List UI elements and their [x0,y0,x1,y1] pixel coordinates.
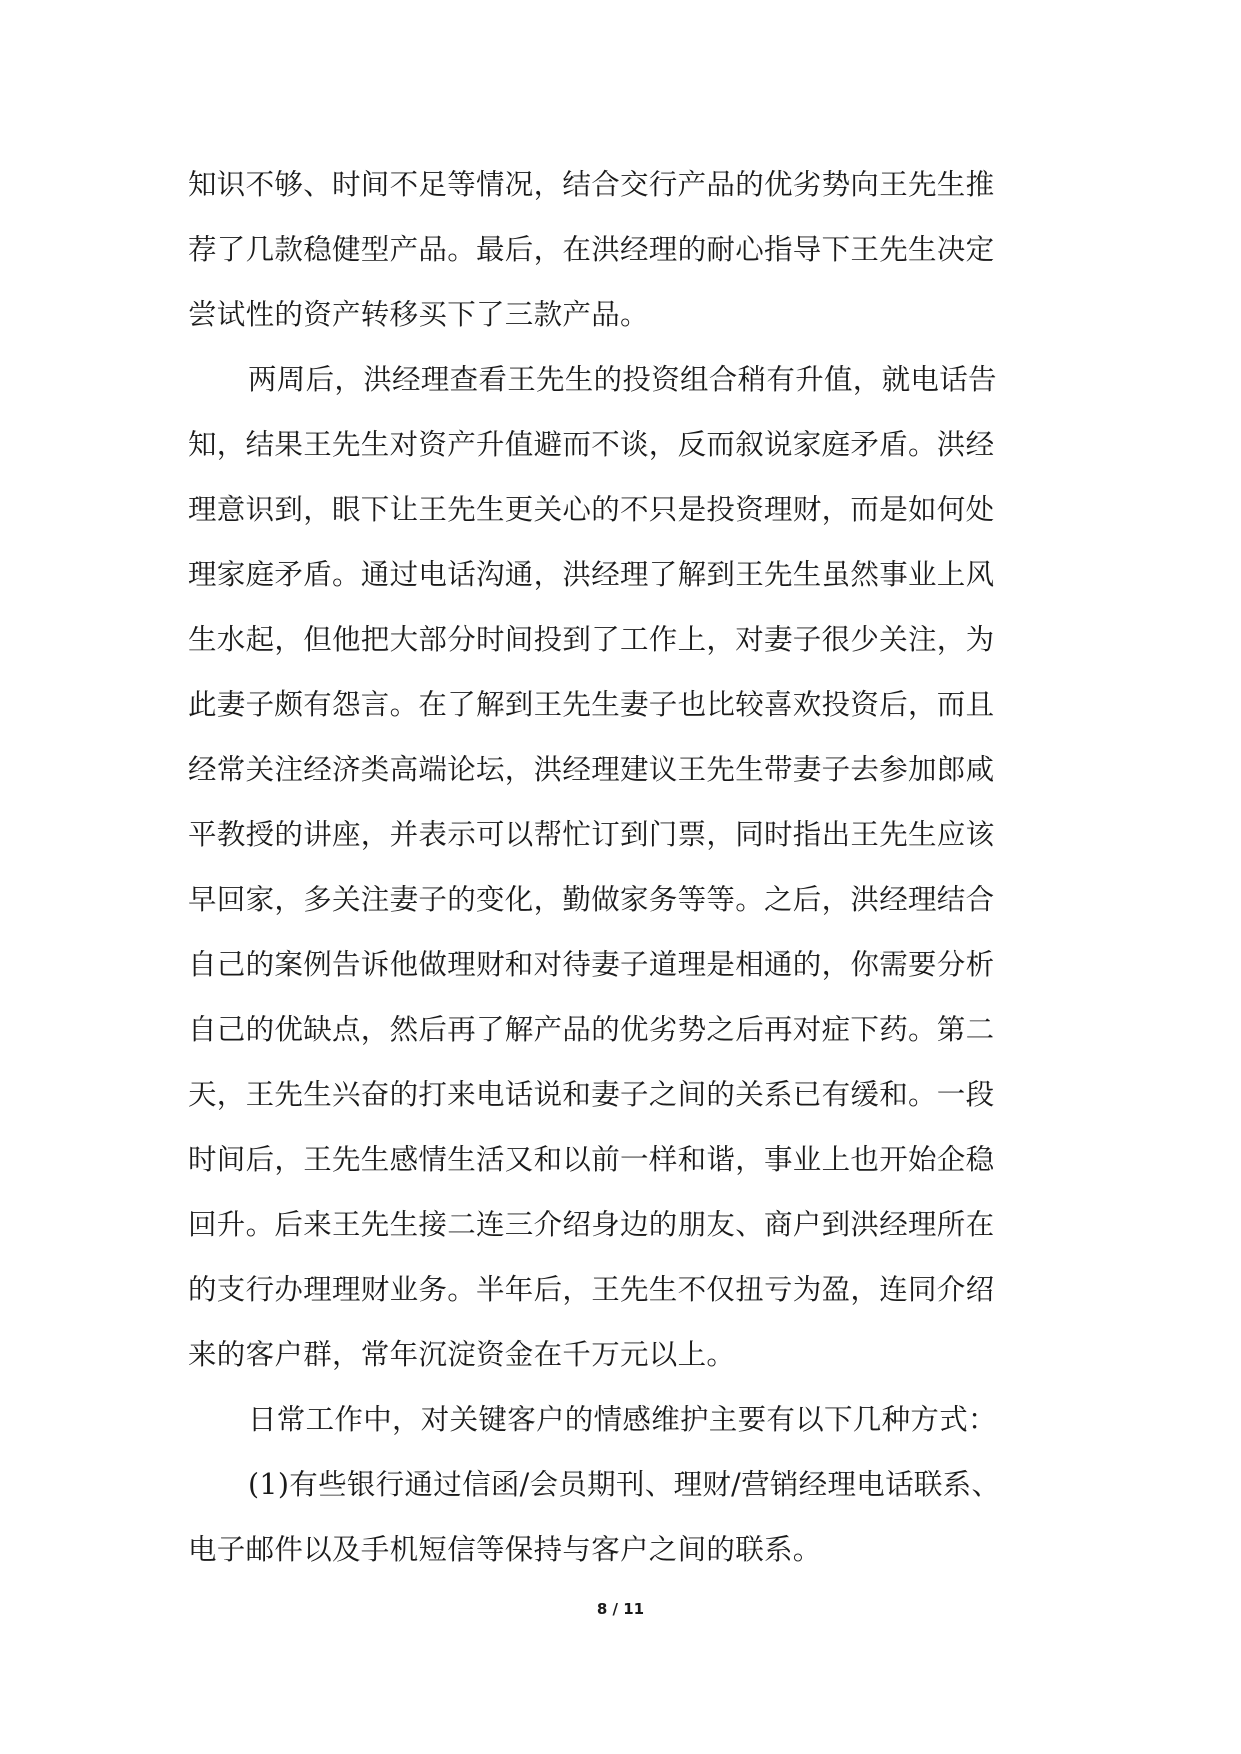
text-line: 自己的案例告诉他做理财和对待妻子道理是相通的，你需要分析 [188,948,995,981]
text-line: 平教授的讲座，并表示可以帮忙订到门票，同时指出王先生应该 [188,818,995,851]
text-line: 自己的优缺点，然后再了解产品的优劣势之后再对症下药。第二 [188,1013,995,1046]
text-line: 电子邮件以及手机短信等保持与客户之间的联系。 [188,1533,822,1566]
text-line: 早回家，多关注妻子的变化，勤做家务等等。之后，洪经理结合 [188,883,995,916]
text-line: 回升。后来王先生接二连三介绍身边的朋友、商户到洪经理所在 [188,1208,995,1241]
list-item-first-line: (1)有些银行通过信函/会员期刊、理财/营销经理电话联系、 [248,1468,1001,1501]
text-line: 荐了几款稳健型产品。最后，在洪经理的耐心指导下王先生决定 [188,233,995,266]
text-line: 知，结果王先生对资产升值避而不谈，反而叙说家庭矛盾。洪经 [188,428,995,461]
text-line: 的支行办理理财业务。半年后，王先生不仅扭亏为盈，连同介绍 [188,1273,995,1306]
body-text [188,152,1060,1582]
text-line: 知识不够、时间不足等情况，结合交行产品的优劣势向王先生推 [188,168,995,201]
text-line: 经常关注经济类高端论坛，洪经理建议王先生带妻子去参加郎咸 [188,753,995,786]
text-line: 生水起，但他把大部分时间投到了工作上，对妻子很少关注，为 [188,623,995,656]
text-line: 天，王先生兴奋的打来电话说和妻子之间的关系已有缓和。一段 [188,1078,995,1111]
text-line: 时间后，王先生感情生活又和以前一样和谐，事业上也开始企稳 [188,1143,995,1176]
paragraph-first-line: 日常工作中，对关键客户的情感维护主要有以下几种方式： [248,1403,997,1436]
text-line: 尝试性的资产转移买下了三款产品。 [188,298,649,331]
paragraph-first-line: 两周后，洪经理查看王先生的投资组合稍有升值，就电话告 [248,363,997,396]
text-line: 理意识到，眼下让王先生更关心的不只是投资理财，而是如何处 [188,493,995,526]
text-line: 来的客户群，常年沉淀资金在千万元以上。 [188,1338,736,1371]
text-line: 理家庭矛盾。通过电话沟通，洪经理了解到王先生虽然事业上风 [188,558,995,591]
page-number: 8 / 11 [596,1600,645,1618]
text-line: 此妻子颇有怨言。在了解到王先生妻子也比较喜欢投资后，而且 [188,688,995,721]
